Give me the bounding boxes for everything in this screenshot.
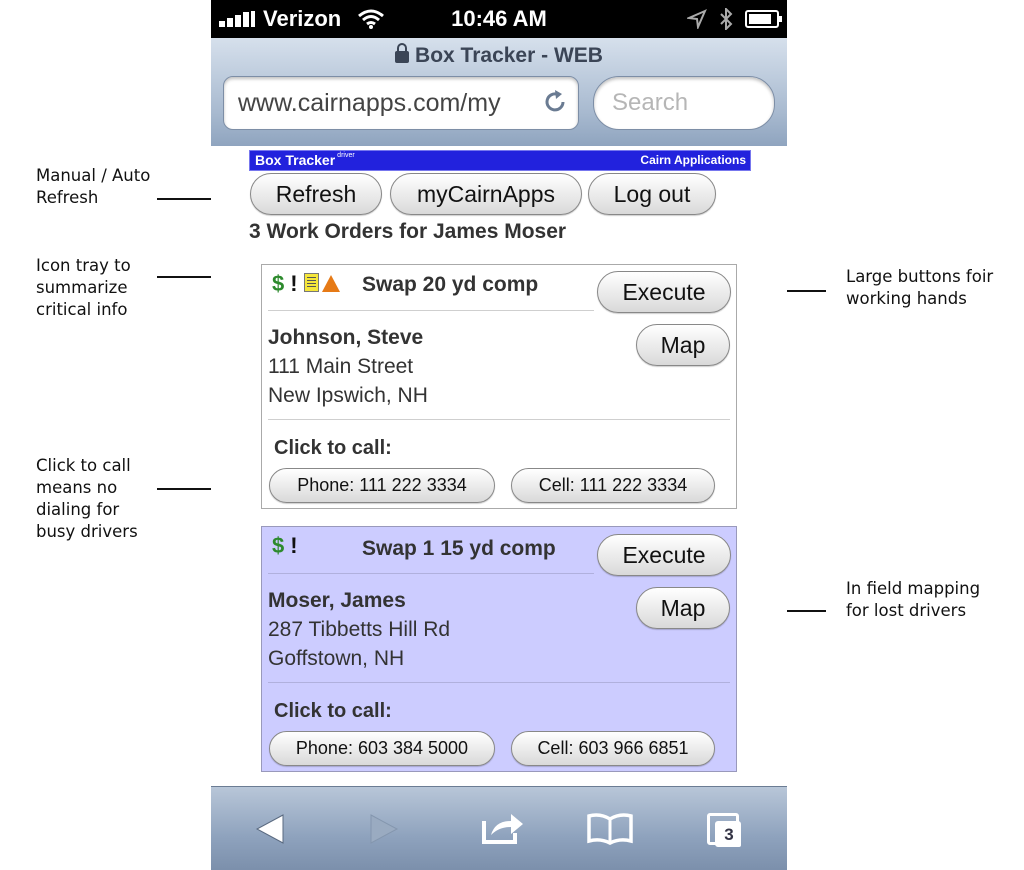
phone-screen	[211, 0, 787, 870]
tabs-icon[interactable]	[705, 811, 743, 849]
location-arrow-icon	[687, 9, 707, 29]
dollar-icon: $	[272, 533, 285, 558]
divider	[268, 419, 730, 420]
bookmarks-icon[interactable]	[587, 813, 633, 845]
page-title	[211, 44, 787, 68]
app-header-band	[249, 150, 751, 171]
street-address: 111 Main Street	[268, 355, 414, 378]
web-content	[211, 146, 787, 786]
browser-navbar	[211, 38, 787, 147]
app-name-suffix: driver	[337, 152, 355, 159]
reload-icon[interactable]	[542, 89, 568, 115]
icon-tray	[272, 271, 340, 297]
search-placeholder: Search	[612, 89, 689, 116]
annotation-mapping: In field mapping for lost drivers	[846, 579, 981, 620]
map-button[interactable]: Map	[636, 587, 730, 629]
divider	[268, 682, 730, 683]
exclamation-icon: !	[290, 271, 298, 296]
url-bar[interactable]	[223, 76, 579, 130]
icon-tray	[272, 533, 298, 559]
click-to-call-label: Click to call:	[274, 700, 392, 722]
url-text: www.cairnapps.com/my	[238, 89, 501, 117]
page-title-text: Box Tracker - WEB	[415, 44, 603, 67]
browser-toolbar	[211, 786, 787, 870]
back-icon[interactable]	[255, 813, 285, 845]
street-address: 287 Tibbetts Hill Rd	[268, 618, 451, 641]
exclamation-icon: !	[290, 533, 298, 558]
city-state: New Ipswich, NH	[268, 384, 428, 407]
phone-call-button[interactable]: Phone: 603 384 5000	[269, 731, 495, 766]
battery-icon	[745, 10, 779, 28]
bluetooth-icon	[719, 8, 733, 30]
customer-name: Johnson, Steve	[268, 326, 424, 349]
tab-count: 3	[717, 823, 741, 847]
forward-icon[interactable]	[369, 813, 399, 845]
annotation-large-buttons: Large buttons foir working hands	[846, 267, 994, 308]
status-bar	[211, 0, 787, 38]
customer-name: Moser, James	[268, 589, 406, 612]
lock-icon	[395, 51, 409, 63]
app-name	[255, 152, 355, 168]
annotation-icon-tray: Icon tray to summarize critical info	[36, 256, 131, 319]
mycairnapps-button[interactable]: myCairnApps	[390, 173, 582, 215]
app-name-text: Box Tracker	[255, 152, 336, 168]
work-orders-title: 3 Work Orders for James Moser	[249, 220, 567, 243]
click-to-call-label: Click to call:	[274, 437, 392, 459]
execute-button[interactable]: Execute	[597, 271, 731, 313]
dollar-icon: $	[272, 271, 285, 296]
annotation-click-to-call: Click to call means no dialing for busy drivers	[36, 456, 138, 541]
warning-icon	[322, 275, 340, 292]
company-name: Cairn Applications	[640, 153, 746, 167]
job-description: Swap 1 15 yd comp	[362, 537, 556, 560]
city-state: Goffstown, NH	[268, 647, 405, 670]
carrier-label: Verizon	[263, 6, 342, 31]
annotation-refresh: Manual / Auto Refresh	[36, 166, 151, 207]
logout-button[interactable]: Log out	[588, 173, 716, 215]
job-description: Swap 20 yd comp	[362, 273, 539, 296]
cell-call-button[interactable]: Cell: 603 966 6851	[511, 731, 715, 766]
cell-call-button[interactable]: Cell: 111 222 3334	[511, 468, 715, 503]
execute-button[interactable]: Execute	[597, 534, 731, 576]
search-input[interactable]	[593, 76, 775, 130]
phone-call-button[interactable]: Phone: 111 222 3334	[269, 468, 495, 503]
divider	[268, 310, 594, 311]
work-order-card	[261, 264, 737, 509]
work-order-card	[261, 526, 737, 772]
clock: 10:46 AM	[451, 6, 547, 31]
refresh-button[interactable]: Refresh	[250, 173, 382, 215]
share-icon[interactable]	[481, 809, 525, 845]
divider	[268, 573, 594, 574]
note-icon	[304, 273, 319, 292]
map-button[interactable]: Map	[636, 324, 730, 366]
